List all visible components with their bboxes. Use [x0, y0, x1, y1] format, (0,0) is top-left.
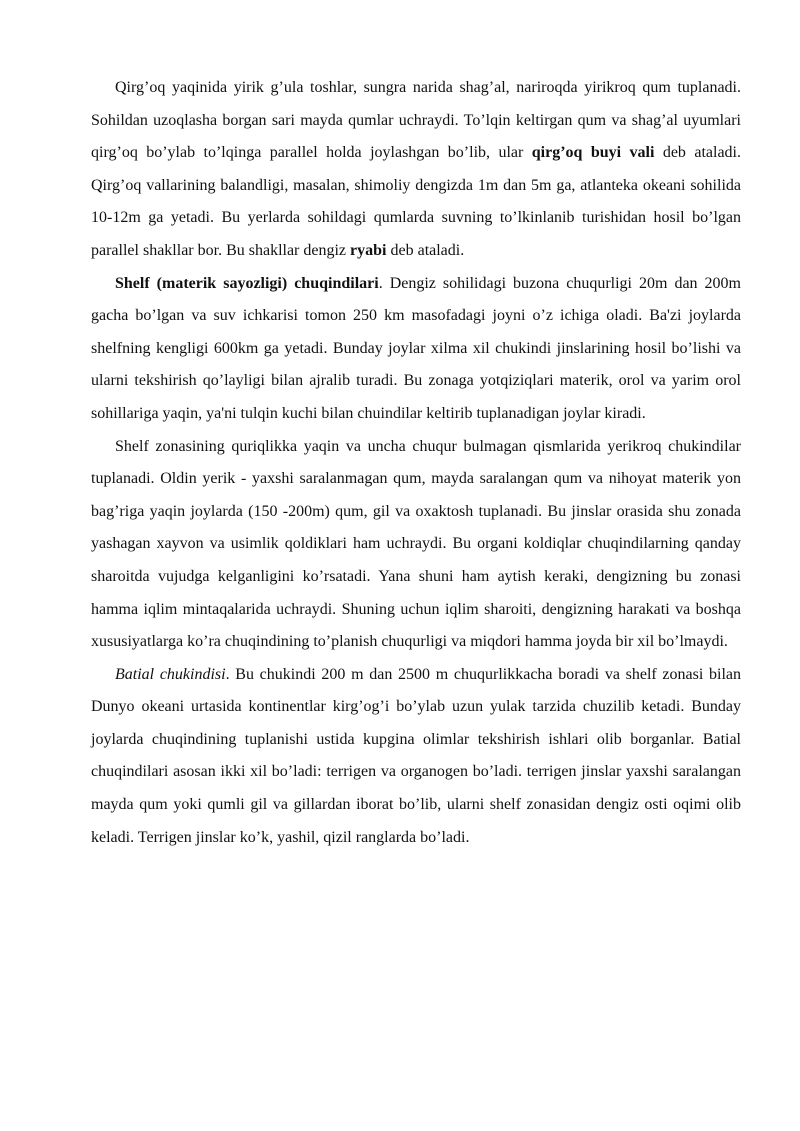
paragraph-text: deb ataladi. Qirg’oq vallarining balandligi, masalan, shimoliy dengizda 1m dan 5m ga, atlanteka okeani sohilida 10-12m ga yetadi. Bu yerlarda sohildagi qumlarda suvning to’lkinlanib turishidan hosil bo’lgan parallel shakllar bor. Bu shakllar dengiz — [91, 144, 741, 259]
paragraph-text: Shelf zonasining quriqlikka yaqin va uncha chuqur bulmagan qismlarida yerikroq chukindilar tuplanadi. Oldin yerik - yaxshi saralanmagan qum, mayda saralangan qum va nihoyat materik yon bag’riga yaqin joylarda (150 -200m) qum, gil va oxaktosh tuplanadi. Bu jinslar orasida shu zonada yashagan xayvon va usimlik qoldiklari ham uchraydi. Bu organi koldiqlar chuqindilarning qanday sharoitda vujudga kelganligini ko’rsatadi. Yana shuni ham aytish keraki, dengizning bu zonasi hamma iqlim mintaqalarida uchraydi. Shuning uchun iqlim sharoiti, dengizning harakati va boshqa xususiyatlarga ko’ra chuqindining to’planish chuqurligi va miqdori hamma joyda bir xil bo’lmaydi. — [91, 437, 741, 651]
section-heading-bathyal: Batial chukindisi — [115, 665, 226, 683]
paragraph-bathyal-sediments — [91, 659, 741, 855]
paragraph-text: deb ataladi. — [386, 241, 465, 259]
paragraph-text: Qirg’oq yaqinida yirik g’ula toshlar, sungra narida shag’al, nariroqda yirikroq qum tuplanadi. Sohildan uzoqlasha borgan sari mayda qumlar uchraydi. To’lqin keltirgan qum va shag’al uyumlari qirg’oq bo’ylab to’lqinga parallel holda joylashgan bo’lib, ular — [91, 79, 741, 162]
paragraph-text: . Dengiz sohilidagi buzona chuqurligi 20m dan 200m gacha bo’lgan va suv ichkarisi tomon 250 km masofadagi joyni o’z ichiga oladi. Ba'zi joylarda shelfning kengligi 600km ga yetadi. Bunday joylar xilma xil chukindi jinslarining hosil bo’lishi va ularni tekshirish qo’layligi bilan ajralib turadi. Bu zonaga yotqiziqlari materik, orol va yarim orol sohillariga yaqin, ya'ni tulqin kuchi bilan chuindilar keltirib tuplanadigan joylar kiradi. — [91, 274, 741, 422]
paragraph-coastal-sediments — [91, 72, 741, 268]
document-page — [91, 72, 741, 854]
section-heading-shelf: Shelf (materik sayozligi) chuqindilari — [115, 274, 379, 292]
term-ripple: ryabi — [350, 241, 387, 259]
paragraph-text: . Bu chukindi 200 m dan 2500 m chuqurlikkacha boradi va shelf zonasi bilan Dunyo okeani urtasida kontinentlar kirg’og’i bo’ylab uzun yulak tarzida chuzilib ketadi. Bunday joylarda chuqindining tuplanishi ustida kupgina olimlar tekshirish ishlari olib borganlar. Batial chuqindilari asosan ikki xil bo’ladi: terrigen va organogen bo’ladi. terrigen jinslar yaxshi saralangan mayda qum yoki qumli gil va gillardan iborat bo’lib, ularni shelf zonasidan dengiz osti oqimi olib keladi. Terrigen jinslar ko’k, yashil, qizil ranglarda bo’ladi. — [91, 665, 742, 846]
term-coastal-ridge: qirg’oq buyi vali — [531, 144, 655, 162]
paragraph-shelf-sediments — [91, 268, 741, 431]
paragraph-shelf-zone — [91, 431, 741, 659]
